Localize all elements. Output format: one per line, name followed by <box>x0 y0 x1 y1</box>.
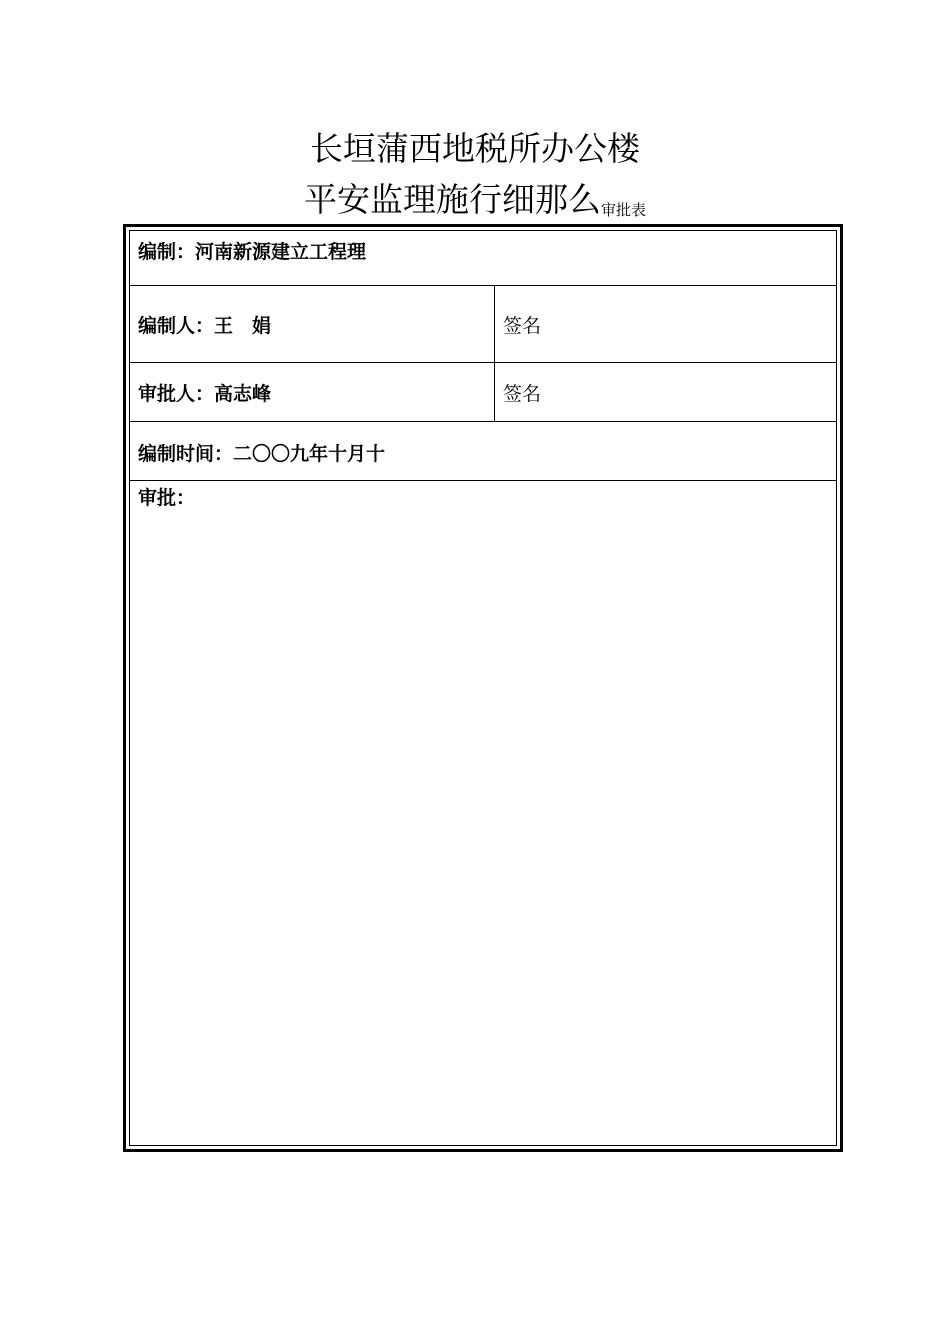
cell-approval-comments[interactable] <box>130 481 836 1145</box>
title-suffix-text: 审批表 <box>600 201 646 219</box>
document-title-line1: 长垣蒲西地税所办公楼 <box>310 129 640 168</box>
compiler-person-text: 编制人：王 娟 <box>138 315 272 337</box>
compile-date-text: 编制时间：二〇〇九年十月十 <box>138 443 386 465</box>
cell-approver-signature[interactable] <box>495 363 836 421</box>
cell-compiler-org <box>130 231 836 285</box>
row-approver-person <box>130 363 836 422</box>
approval-form-table <box>129 230 837 1146</box>
row-compiler-org <box>130 231 836 286</box>
approver-person-text: 审批人：高志峰 <box>138 383 272 405</box>
cell-compiler-signature[interactable] <box>495 286 836 362</box>
cell-approver-person <box>130 363 495 421</box>
cell-compile-date <box>130 422 836 480</box>
cell-compiler-person <box>130 286 495 362</box>
approval-form-frame <box>123 224 843 1152</box>
compiler-signature-label: 签名 <box>503 315 542 337</box>
compiler-org-text: 编制：河南新源建立工程理 <box>138 241 367 263</box>
approval-label: 审批： <box>138 487 196 509</box>
title-main-text: 平安监理施行细那么 <box>303 180 601 219</box>
row-compiler-person <box>130 286 836 363</box>
approver-signature-label: 签名 <box>503 383 542 405</box>
row-compile-date <box>130 422 836 481</box>
row-approval <box>130 481 836 1145</box>
